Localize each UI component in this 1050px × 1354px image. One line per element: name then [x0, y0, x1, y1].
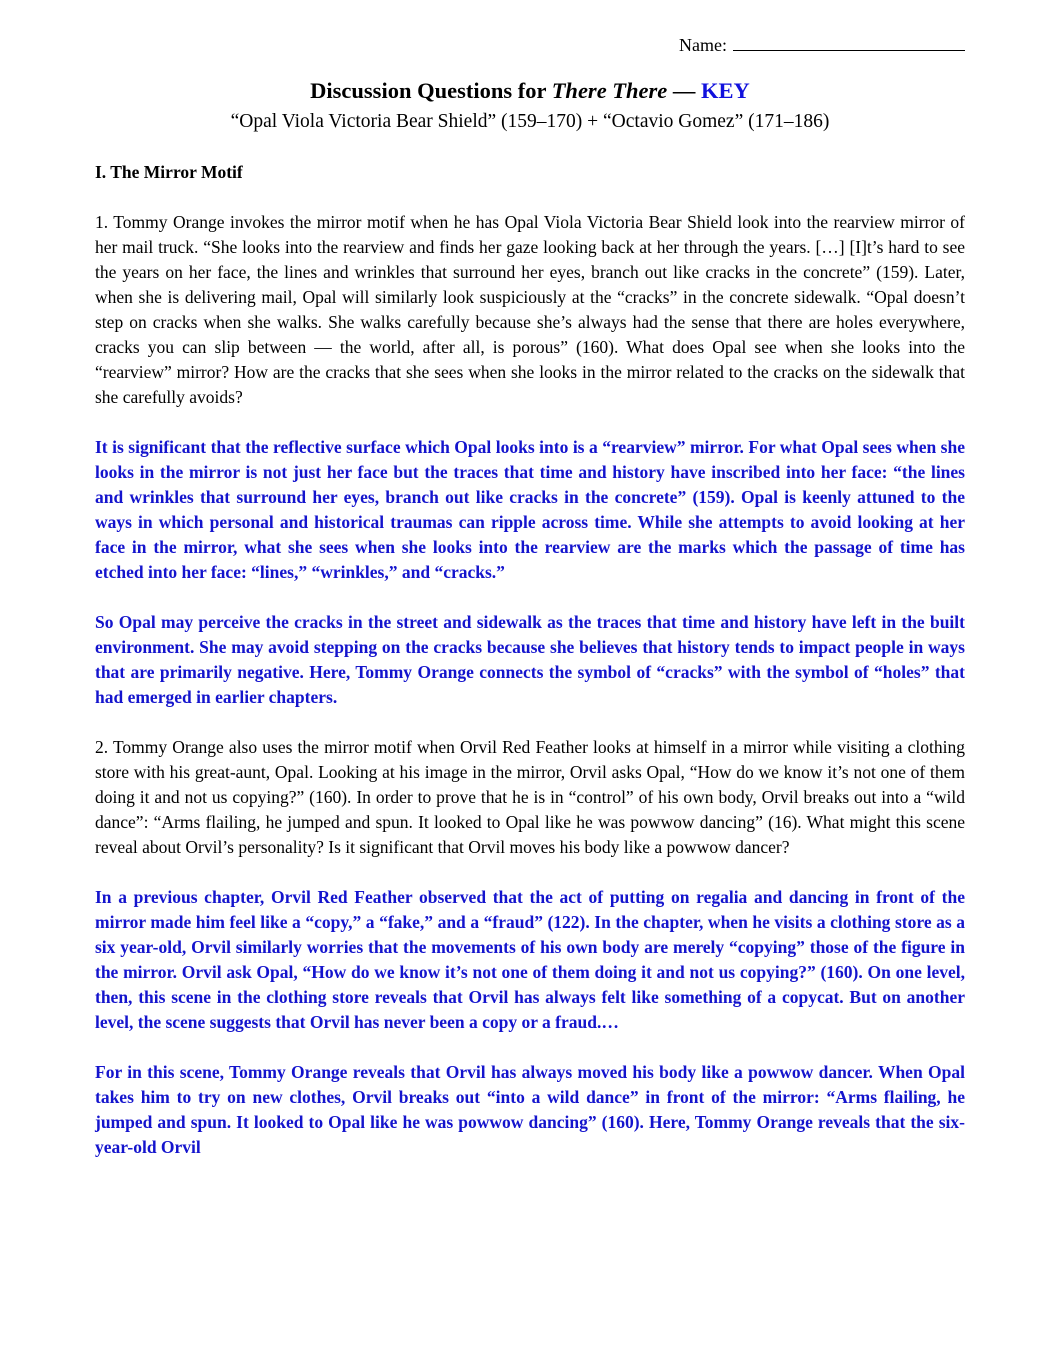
name-label: Name: — [679, 35, 727, 55]
document-subtitle: “Opal Viola Victoria Bear Shield” (159–170) + “Octavio Gomez” (171–186) — [230, 111, 830, 132]
title-prefix: Discussion Questions for — [310, 78, 552, 103]
name-line — [95, 32, 965, 58]
title-book-name: There There — [551, 78, 668, 103]
answer-paragraph-2b: For in this scene, Tommy Orange reveals that Orvil has always moved his body like a powwow dancer. When Opal takes him to try on new clothes, Orvil breaks out “into a wild dance” in front of the mirror: “Arms flailing, he jumped and spun. It looked to Opal like he was powwow dancing” (160). Here, Tommy Orange reveals that the six-year-old Orvil — [95, 1062, 965, 1157]
question-paragraph-1: 1. Tommy Orange invokes the mirror motif when he has Opal Viola Victoria Bear Shield look into the rearview mirror of her mail truck. “She looks into the rearview and finds her gaze looking back at her through the years. […] [I]t’s hard to see the years on her face, the lines and wrinkles that surround her eyes, branch out like cracks in the concrete” (159). Later, when she is delivering mail, Opal will similarly look suspiciously at the “cracks” in the concrete sidewalk. “Opal doesn’t step on cracks when she walks. She walks carefully because she’s always had the sense that there are holes everywhere, cracks you can slip between — the world, after all, is porous” (160). What does Opal see when she looks into the “rearview” mirror? How are the cracks that she sees when she looks in the mirror related to the cracks on the sidewalk that she carefully avoids? — [95, 212, 965, 407]
document-title — [95, 76, 965, 106]
answer-paragraph-1b: So Opal may perceive the cracks in the street and sidewalk as the traces that time and history have left in the built environment. She may avoid stepping on the cracks because she believes that history tends to impact people in ways that are primarily negative. Here, Tommy Orange connects the symbol of “cracks” with the symbol of “holes” that had emerged in earlier chapters. — [95, 612, 965, 707]
title-key-label: KEY — [701, 78, 750, 103]
answer-paragraph-1a: It is significant that the reflective surface which Opal looks into is a “rearview” mirror. For what Opal sees when she looks in the mirror is not just her face but the traces that time and history have inscribed into her face: “the lines and wrinkles that surround her eyes, branch out like cracks in the concrete” (159). Opal is keenly attuned to the ways in which personal and historical traumas can ripple across time. While she attempts to avoid looking at her face in the mirror, what she sees when she looks into the rearview are the marks which the passage of time has etched into her face: “lines,” “wrinkles,” and “cracks.” — [95, 437, 965, 582]
section-heading: I. The Mirror Motif — [95, 162, 243, 182]
answer-paragraph-2a: In a previous chapter, Orvil Red Feather observed that the act of putting on regalia and dancing in front of the mirror made him feel like a “copy,” a “fake,” and a “fraud” (122). In the chapter, when he visits a clothing store as a six year-old, Orvil similarly worries that the movements of his own body are merely “copying” those of the figure in the mirror. Orvil ask Opal, “How do we know it’s not one of them doing it and not us copying?” (160). On one level, then, this scene in the clothing store reveals that Orvil has always felt like something of a copycat. But on another level, the scene suggests that Orvil has never been a copy or a fraud.… — [95, 887, 965, 1032]
title-dash: — — [667, 78, 702, 103]
name-blank-line — [733, 32, 965, 51]
question-paragraph-2: 2. Tommy Orange also uses the mirror motif when Orvil Red Feather looks at himself in a mirror while visiting a clothing store with his great-aunt, Opal. Looking at his image in the mirror, Orvil asks Opal, “How do we know it’s not one of them doing it and not us copying?” (160). In order to prove that he is in “control” of his own body, Orvil breaks out into a “wild dance”: “Arms flailing, he jumped and spun. It looked to Opal like he was powwow dancing” (16). What might this scene reveal about Orvil’s personality? Is it significant that Orvil moves his body like a powwow dancer? — [95, 737, 965, 857]
